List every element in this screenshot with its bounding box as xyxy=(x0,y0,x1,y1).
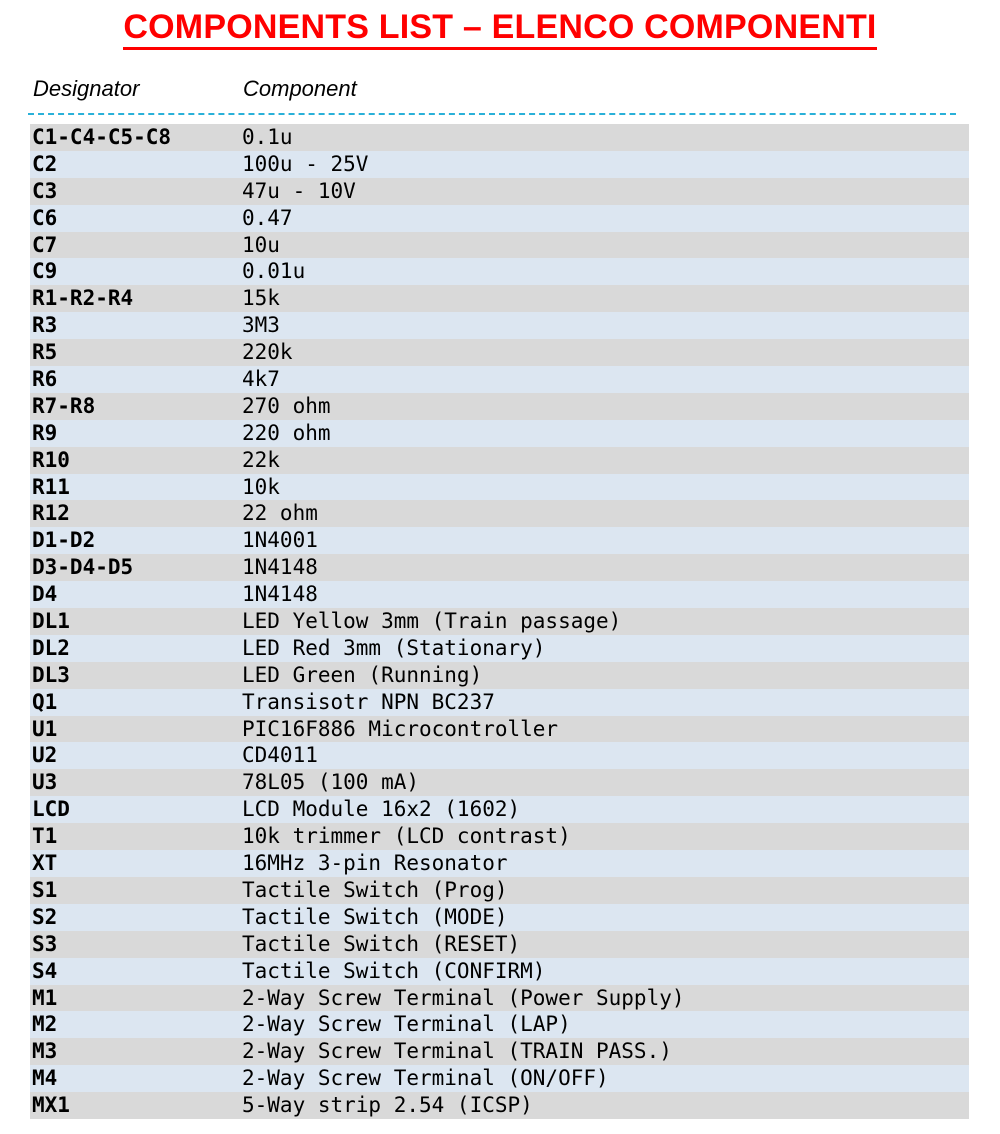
component-cell: Transisotr NPN BC237 xyxy=(242,689,495,714)
component-cell: 220k xyxy=(242,340,293,365)
component-cell: LED Red 3mm (Stationary) xyxy=(242,635,546,660)
designator-column-header: Designator xyxy=(33,76,140,101)
table-row xyxy=(30,527,969,554)
table-row xyxy=(30,716,969,743)
component-cell: Tactile Switch (MODE) xyxy=(242,904,508,929)
designator-cell: U1 xyxy=(32,716,58,741)
component-cell: LED Yellow 3mm (Train passage) xyxy=(242,609,622,634)
table-row xyxy=(30,151,969,178)
table-row xyxy=(30,232,969,259)
designator-cell: Q1 xyxy=(32,689,58,714)
designator-cell: D4 xyxy=(32,582,58,607)
table-row xyxy=(30,312,969,339)
designator-cell: S3 xyxy=(32,931,58,956)
component-cell: 0.47 xyxy=(242,205,293,230)
designator-cell: LCD xyxy=(32,797,70,822)
component-cell: 78L05 (100 mA) xyxy=(242,770,420,795)
component-cell: 10k xyxy=(242,474,280,499)
table-row xyxy=(30,608,969,635)
component-cell: 0.1u xyxy=(242,125,293,149)
table-header xyxy=(0,76,1000,104)
table-row xyxy=(30,904,969,931)
table-row xyxy=(30,823,969,850)
designator-cell: R5 xyxy=(32,340,58,365)
component-cell: 100u - 25V xyxy=(242,151,369,176)
designator-cell: T1 xyxy=(32,824,58,849)
designator-cell: DL3 xyxy=(32,662,70,687)
designator-cell: R11 xyxy=(32,474,70,499)
designator-cell: U2 xyxy=(32,743,58,768)
table-row xyxy=(30,1065,969,1092)
designator-cell: M2 xyxy=(32,1012,58,1037)
page-title xyxy=(0,8,1000,47)
table-row xyxy=(30,285,969,312)
component-cell: LED Green (Running) xyxy=(242,662,483,687)
component-cell: 22k xyxy=(242,447,280,472)
table-row xyxy=(30,769,969,796)
table-row xyxy=(30,635,969,662)
designator-cell: C7 xyxy=(32,232,58,257)
designator-cell: R7-R8 xyxy=(32,393,96,418)
table-row xyxy=(30,931,969,958)
component-cell: 1N4148 xyxy=(242,555,318,580)
table-row xyxy=(30,500,969,527)
component-cell: 220 ohm xyxy=(242,420,331,445)
component-cell: 2-Way Screw Terminal (ON/OFF) xyxy=(242,1066,609,1091)
designator-cell: C1-C4-C5-C8 xyxy=(32,125,172,149)
designator-cell: M4 xyxy=(32,1066,58,1091)
component-cell: 47u - 10V xyxy=(242,178,356,203)
designator-cell: R9 xyxy=(32,420,58,445)
table-row xyxy=(30,474,969,501)
designator-cell: R6 xyxy=(32,367,58,392)
designator-cell: R12 xyxy=(32,501,70,526)
component-cell: 15k xyxy=(242,286,280,311)
table-row xyxy=(30,850,969,877)
designator-cell: D1-D2 xyxy=(32,528,96,553)
table-row xyxy=(30,958,969,985)
component-cell: LCD Module 16x2 (1602) xyxy=(242,797,521,822)
designator-cell: C3 xyxy=(32,178,58,203)
component-cell: CD4011 xyxy=(242,743,318,768)
designator-cell: XT xyxy=(32,851,58,876)
component-cell: 1N4001 xyxy=(242,528,318,553)
table-row xyxy=(30,662,969,689)
designator-cell: C6 xyxy=(32,205,58,230)
table-row xyxy=(30,742,969,769)
designator-cell: DL2 xyxy=(32,635,70,660)
table-row xyxy=(30,581,969,608)
table-row xyxy=(30,124,969,151)
table-row xyxy=(30,985,969,1012)
designator-cell: R10 xyxy=(32,447,70,472)
components-table xyxy=(30,124,969,1119)
designator-cell: S2 xyxy=(32,904,58,929)
component-cell: 10u xyxy=(242,232,280,257)
component-cell: 2-Way Screw Terminal (LAP) xyxy=(242,1012,571,1037)
page-title-text: COMPONENTS LIST – ELENCO COMPONENTI xyxy=(123,8,876,50)
designator-cell: DL1 xyxy=(32,609,70,634)
designator-cell: S1 xyxy=(32,877,58,902)
designator-cell: M1 xyxy=(32,985,58,1010)
table-row xyxy=(30,178,969,205)
component-cell: 10k trimmer (LCD contrast) xyxy=(242,824,571,849)
designator-cell: D3-D4-D5 xyxy=(32,555,134,580)
designator-cell: MX1 xyxy=(32,1093,70,1118)
component-cell: Tactile Switch (CONFIRM) xyxy=(242,958,546,983)
component-cell: 3M3 xyxy=(242,313,280,338)
component-cell: Tactile Switch (RESET) xyxy=(242,931,521,956)
component-column-header: Component xyxy=(243,76,357,101)
component-cell: Tactile Switch (Prog) xyxy=(242,877,508,902)
header-divider xyxy=(28,113,956,115)
designator-cell: M3 xyxy=(32,1039,58,1064)
table-row xyxy=(30,393,969,420)
component-cell: 1N4148 xyxy=(242,582,318,607)
designator-cell: R1-R2-R4 xyxy=(32,286,134,311)
table-row xyxy=(30,796,969,823)
component-cell: 4k7 xyxy=(242,367,280,392)
table-row xyxy=(30,689,969,716)
table-row xyxy=(30,339,969,366)
component-cell: 270 ohm xyxy=(242,393,331,418)
component-cell: 22 ohm xyxy=(242,501,318,526)
table-row xyxy=(30,420,969,447)
table-row xyxy=(30,877,969,904)
table-row xyxy=(30,1011,969,1038)
table-row xyxy=(30,205,969,232)
designator-cell: C2 xyxy=(32,151,58,176)
designator-cell: C9 xyxy=(32,259,58,284)
table-row xyxy=(30,1092,969,1119)
table-row xyxy=(30,366,969,393)
component-cell: 2-Way Screw Terminal (TRAIN PASS.) xyxy=(242,1039,672,1064)
component-cell: 5-Way strip 2.54 (ICSP) xyxy=(242,1093,533,1118)
table-row xyxy=(30,258,969,285)
component-cell: 2-Way Screw Terminal (Power Supply) xyxy=(242,985,685,1010)
designator-cell: U3 xyxy=(32,770,58,795)
component-cell: 0.01u xyxy=(242,259,306,284)
table-row xyxy=(30,554,969,581)
component-cell: PIC16F886 Microcontroller xyxy=(242,716,559,741)
table-row xyxy=(30,447,969,474)
designator-cell: R3 xyxy=(32,313,58,338)
component-cell: 16MHz 3-pin Resonator xyxy=(242,851,508,876)
table-row xyxy=(30,1038,969,1065)
designator-cell: S4 xyxy=(32,958,58,983)
